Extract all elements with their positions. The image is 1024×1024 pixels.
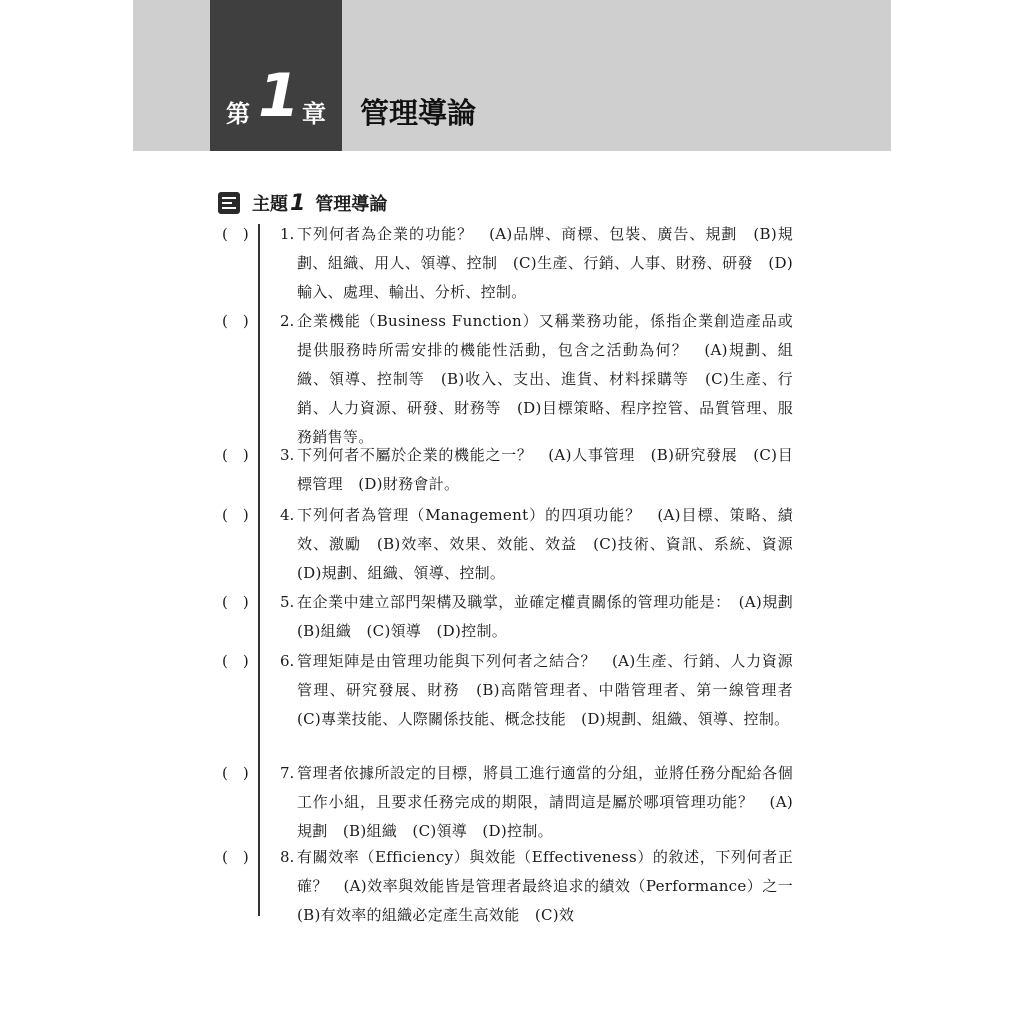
answer-blank[interactable]: ( )	[222, 593, 249, 611]
question-text: 在企業中建立部門架構及職掌，並確定權責關係的管理功能是： (A)規劃 (B)組織 (C)領導 (D)控制。	[297, 593, 809, 640]
question-number: 5.	[280, 593, 295, 611]
question-number: 4.	[280, 506, 295, 524]
document-list-icon	[218, 192, 240, 214]
topic-heading	[218, 190, 387, 216]
question-number: 3.	[280, 446, 295, 464]
question-number: 6.	[280, 652, 295, 670]
question-divider-line	[258, 224, 260, 916]
topic-number: 1	[290, 190, 306, 216]
topic-title: 管理導論	[315, 194, 388, 215]
chapter-suffix: 章	[302, 100, 326, 128]
question-number: 8.	[280, 848, 295, 866]
question-text: 管理矩陣是由管理功能與下列何者之結合？ (A)生產、行銷、人力資源管理、研究發展、財務 (B)高階管理者、中階管理者、第一線管理者 (C)專業技能、人際關係技能、概念技能 (D)規劃、組織、領導、控制。	[297, 652, 809, 728]
answer-blank[interactable]: ( )	[222, 652, 249, 670]
question-number: 7.	[280, 764, 295, 782]
answer-blank[interactable]: ( )	[222, 312, 249, 330]
answer-blank[interactable]: ( )	[222, 848, 249, 866]
question-number: 2.	[280, 312, 295, 330]
answer-blank[interactable]: ( )	[222, 764, 249, 782]
question-text: 下列何者不屬於企業的機能之一？ (A)人事管理 (B)研究發展 (C)目標管理 (D)財務會計。	[297, 446, 793, 493]
question-text: 企業機能（Business Function）又稱業務功能，係指企業創造產品或提供服務時所需安排的機能性活動，包含之活動為何？ (A)規劃、組織、領導、控制等 (B)收入、支出、進貨、材料採購等 (C)生產、行銷、人力資源、研發、財務等 (D)目標策略、程序控管、品質管理、服務銷售等。	[297, 312, 793, 446]
chapter-number: 1	[258, 61, 300, 131]
answer-blank[interactable]: ( )	[222, 446, 249, 464]
question-number: 1.	[280, 225, 295, 243]
question-text: 有關效率（Efficiency）與效能（Effectiveness）的敘述，下列何者正確？ (A)效率與效能皆是管理者最終追求的績效（Performance）之一 (B)有效率的組織必定產生高效能 (C)效	[297, 848, 809, 924]
question-text: 下列何者為企業的功能？ (A)品牌、商標、包裝、廣告、規劃 (B)規劃、組織、用人、領導、控制 (C)生產、行銷、人事、財務、研發 (D)輸入、處理、輸出、分析、控制。	[297, 225, 793, 301]
topic-label: 主題	[252, 194, 288, 215]
question-text: 下列何者為管理（Management）的四項功能？ (A)目標、策略、績效、激勵 (B)效率、效果、效能、效益 (C)技術、資訊、系統、資源 (D)規劃、組織、領導、控制。	[297, 506, 809, 582]
question-text: 管理者依據所設定的目標，將員工進行適當的分組，並將任務分配給各個工作小組，且要求任務完成的期限，請問這是屬於哪項管理功能？ (A)規劃 (B)組織 (C)領導 (D)控制。	[297, 764, 793, 840]
chapter-title: 管理導論	[360, 96, 477, 130]
answer-blank[interactable]: ( )	[222, 506, 249, 524]
chapter-prefix: 第	[226, 100, 250, 128]
chapter-badge	[210, 0, 342, 151]
answer-blank[interactable]: ( )	[222, 225, 249, 243]
